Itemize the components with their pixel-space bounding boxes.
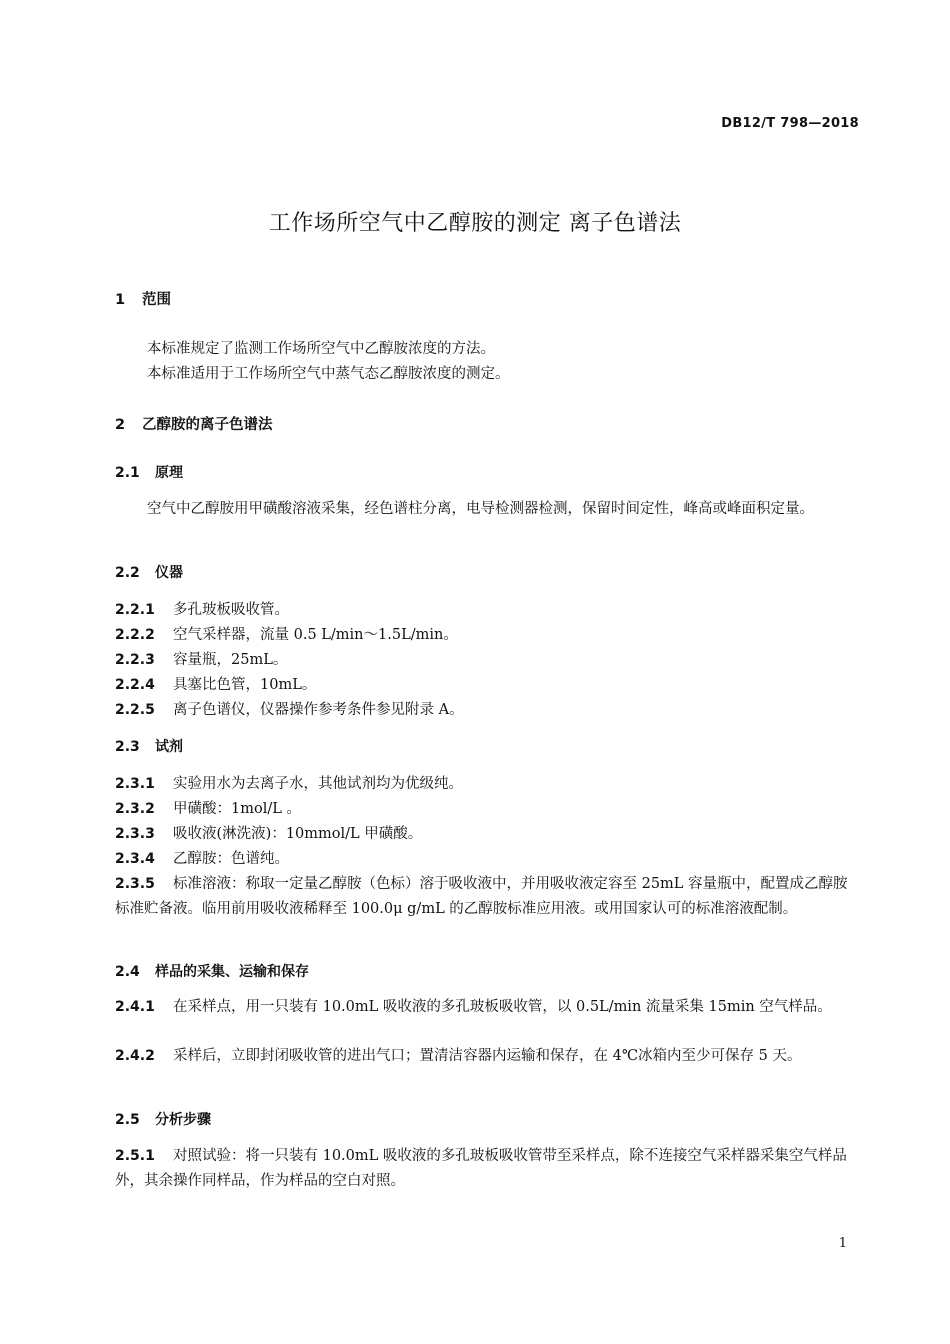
section-number: 2 (115, 417, 126, 433)
page-title: 工作场所空气中乙醇胺的测定 离子色谱法 (268, 211, 682, 236)
list-item: 2.4.2 采样后，立即封闭吸收管的进出气口；置清洁容器内运输和保存，在 4℃冰箱内至少可保存 5 天。 (115, 1048, 802, 1064)
list-item: 2.2.5 离子色谱仪，仪器操作参考条件参见附录 A。 (115, 702, 464, 718)
section-title: 仪器 (155, 565, 183, 581)
section-title: 试剂 (155, 739, 183, 755)
principle-paragraph: 空气中乙醇胺用甲磺酸溶液采集，经色谱柱分离，电导检测器检测，保留时间定性，峰高或峰面积定量。 (147, 501, 814, 517)
section-2-2-heading (115, 562, 183, 582)
list-item: 2.2.3 容量瓶，25mL。 (115, 652, 288, 668)
list-item: 2.4.1 在采样点，用一只装有 10.0mL 吸收液的多孔玻板吸收管，以 0.5L/min 流量采集 15min 空气样品。 (115, 999, 832, 1015)
section-number: 2.3 (115, 739, 140, 755)
list-item: 2.2.4 具塞比色管，10mL。 (115, 677, 317, 693)
section-2-1-heading (115, 462, 183, 482)
list-item: 2.2.1 多孔玻板吸收管。 (115, 602, 289, 618)
section-title: 范围 (142, 292, 171, 308)
list-item: 2.3.2 甲磺酸：1mol/L 。 (115, 801, 301, 817)
list-item: 2.3.4 乙醇胺：色谱纯。 (115, 851, 289, 867)
section-title: 原理 (155, 465, 183, 481)
list-item: 2.3.1 实验用水为去离子水，其他试剂均为优级纯。 (115, 776, 463, 792)
section-number: 2.2 (115, 565, 140, 581)
scope-paragraph-2: 本标准适用于工作场所空气中蒸气态乙醇胺浓度的测定。 (147, 366, 510, 382)
section-title: 乙醇胺的离子色谱法 (142, 417, 273, 433)
list-item: 2.2.2 空气采样器，流量 0.5 L/min～1.5L/min。 (115, 627, 458, 643)
section-number: 1 (115, 292, 126, 308)
page-number: 1 (838, 1236, 847, 1251)
section-2-4-heading (115, 961, 309, 981)
section-2-3-heading (115, 736, 183, 756)
section-number: 2.4 (115, 964, 140, 980)
section-title: 样品的采集、运输和保存 (155, 964, 309, 980)
section-title: 分析步骤 (155, 1112, 211, 1128)
section-1-heading (115, 288, 171, 309)
section-2-heading (115, 413, 273, 434)
list-item: 2.3.3 吸收液(淋洗液)：10mmol/L 甲磺酸。 (115, 826, 423, 842)
list-item: 2.5.1 对照试验：将一只装有 10.0mL 吸收液的多孔玻板吸收管带至采样点，除不连接空气采样器采集空气样品外，其余操作同样品，作为样品的空白对照。 (115, 1148, 847, 1189)
section-2-5-heading (115, 1109, 211, 1129)
list-item: 2.3.5 标准溶液：称取一定量乙醇胺（色标）溶于吸收液中，并用吸收液定容至 25mL 容量瓶中，配置成乙醇胺标准贮备液。临用前用吸收液稀释至 100.0μ g/mL 的乙醇胺标准应用液。或用国家认可的标准溶液配制。 (115, 876, 848, 917)
section-number: 2.5 (115, 1112, 140, 1128)
scope-paragraph-1: 本标准规定了监测工作场所空气中乙醇胺浓度的方法。 (147, 341, 495, 357)
section-number: 2.1 (115, 465, 140, 481)
document-code: DB12/T 798—2018 (721, 116, 859, 131)
